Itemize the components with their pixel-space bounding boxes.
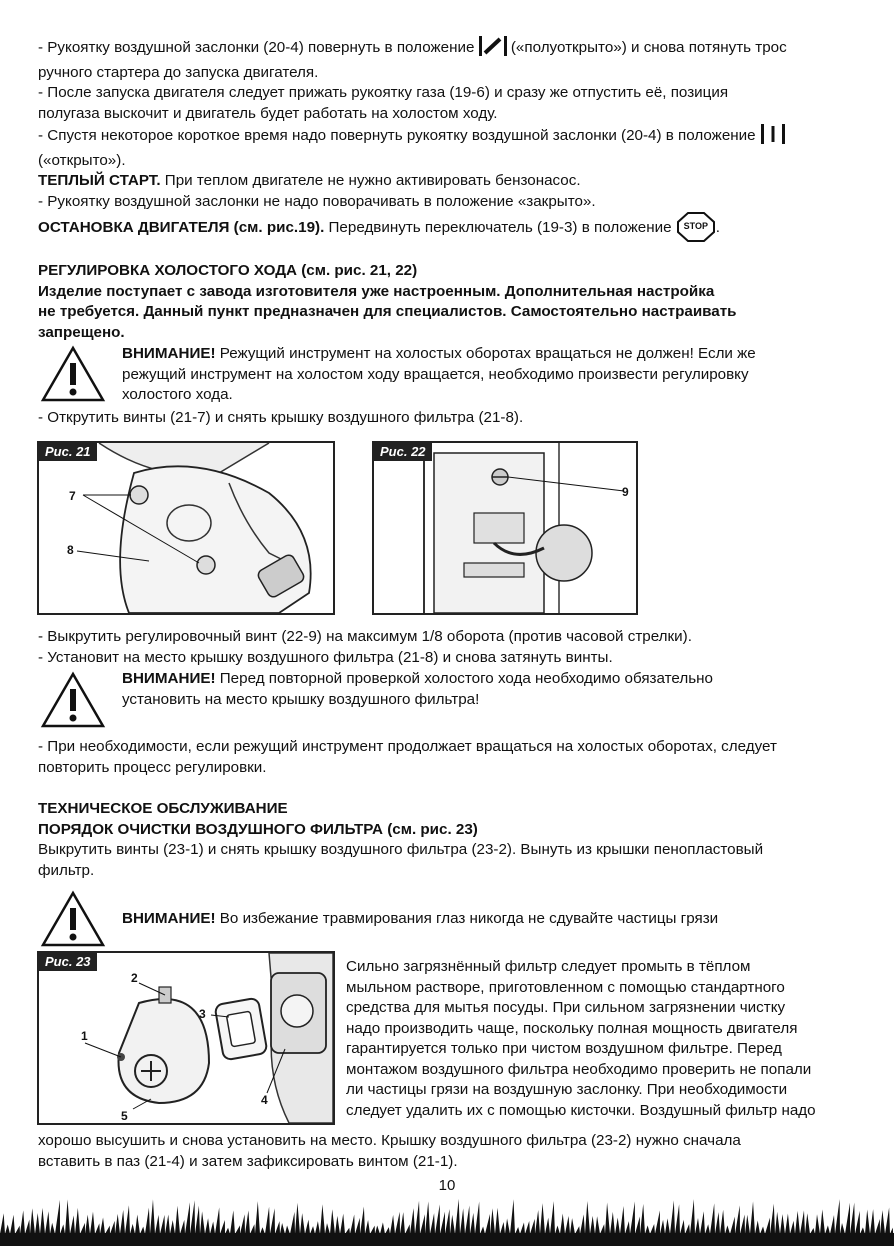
side-text-line: Сильно загрязнённый фильтр следует промыть в тёплом xyxy=(346,958,751,975)
stop-engine-line xyxy=(38,212,868,242)
warning-title: ВНИМАНИЕ! xyxy=(122,910,216,927)
side-text-line: ли частицы грязи на воздушную заслонку. При необходимости xyxy=(346,1081,788,1098)
warning-line: установить на место крышку воздушного фильтра! xyxy=(122,690,480,708)
open-choke-icon xyxy=(760,124,786,151)
idle-section xyxy=(38,261,868,343)
step-line: - Выкрутить регулировочный винт (22-9) на максимум 1/8 оборота (против часовой стрелки). xyxy=(38,628,692,645)
text: . xyxy=(715,219,721,236)
warning-line: холостого хода. xyxy=(122,386,233,403)
intro-line: («открыто»). xyxy=(38,151,126,169)
step-line: повторить процесс регулировки. xyxy=(38,758,267,776)
service-text-line: фильтр. xyxy=(38,861,95,879)
warning-icon xyxy=(40,671,106,736)
intro-line: ручного стартера до запуска двигателя. xyxy=(38,63,319,81)
stop-sign-label: STOP xyxy=(683,221,708,231)
figure-22 xyxy=(372,441,638,615)
warning-icon xyxy=(40,345,106,410)
steps-block xyxy=(38,737,868,778)
grass-decoration xyxy=(0,1193,894,1246)
warm-start-title: ТЕПЛЫЙ СТАРТ. xyxy=(38,172,161,189)
service-section xyxy=(38,799,868,881)
figure-label: Рис. 23 xyxy=(39,953,97,971)
figure-label: Рис. 21 xyxy=(39,443,97,461)
text: При теплом двигателе не нужно активировать бензонасос. xyxy=(160,172,581,189)
warning-title: ВНИМАНИЕ! xyxy=(122,345,216,362)
side-text-line: надо производить чаще, поскольку полная мощность двигателя xyxy=(346,1019,798,1037)
warning-line xyxy=(122,669,862,690)
callout-9: 9 xyxy=(622,485,629,499)
warning-line: режущий инструмент на холостом ходу вращается, необходимо произвести регулировку xyxy=(122,365,749,383)
text: Передвинуть переключатель (19-3) в положение xyxy=(324,219,672,236)
stop-sign-icon xyxy=(676,212,716,242)
intro-line: - Рукоятку воздушной заслонки не надо поворачивать в положение «закрыто». xyxy=(38,192,596,210)
half-open-choke-icon xyxy=(479,36,507,63)
service-text-line: Выкрутить винты (23-1) и снять крышку воздушного фильтра (23-2). Вынуть из крышки пенопластовый xyxy=(38,841,764,858)
step-line: - Открутить винты (21-7) и снять крышку воздушного фильтра (21-8). xyxy=(38,409,524,426)
figure-23 xyxy=(37,951,335,1125)
warning-line xyxy=(122,909,862,930)
step-line: - Установит на место крышку воздушного фильтра (21-8) и снова затянуть винты. xyxy=(38,648,613,666)
callout-1: 1 xyxy=(81,1029,88,1043)
side-text-line: средства для мытья посуды. При сильном загрязнении чистку xyxy=(346,999,786,1016)
service-text-line: хорошо высушить и снова установить на место. Крышку воздушного фильтра (23-2) нужно сначала xyxy=(38,1132,741,1149)
warning-title: ВНИМАНИЕ! xyxy=(122,670,216,687)
figure-label: Рис. 22 xyxy=(374,443,432,461)
intro-section xyxy=(38,36,868,242)
callout-7: 7 xyxy=(69,489,76,503)
warning-line xyxy=(122,344,862,365)
stop-engine-title: ОСТАНОВКА ДВИГАТЕЛЯ (см. рис.19). xyxy=(38,219,325,236)
side-text-line: монтажом воздушного фильтра необходимо проверить не попали xyxy=(346,1060,812,1078)
side-text-line: мыльном растворе, приготовленном с помощью стандартного xyxy=(346,978,785,996)
warning-icon xyxy=(40,890,106,955)
text: - Спустя некоторое короткое время надо повернуть рукоятку воздушной заслонки (20-4) в положение xyxy=(38,127,756,144)
warm-start-line xyxy=(38,171,868,192)
callout-4: 4 xyxy=(261,1093,268,1107)
step-line: - При необходимости, если режущий инструмент продолжает вращаться на холостых оборотах, следует xyxy=(38,738,777,755)
text: Во избежание травмирования глаз никогда не сдувайте частицы грязи xyxy=(215,910,719,927)
section-title: ТЕХНИЧЕСКОЕ ОБСЛУЖИВАНИЕ xyxy=(38,800,288,817)
note-line: запрещено. xyxy=(38,323,125,341)
steps-block xyxy=(38,627,868,668)
text: - Рукоятку воздушной заслонки (20-4) повернуть в положение xyxy=(38,39,475,56)
note-line: не требуется. Данный пункт предназначен для специалистов. Самостоятельно настраивать xyxy=(38,303,737,320)
service-text-line: вставить в паз (21-4) и затем зафиксировать винтом (21-1). xyxy=(38,1152,458,1170)
text: («полуоткрыто») и снова потянуть трос xyxy=(510,39,787,56)
service-tail xyxy=(38,1131,868,1172)
intro-line: полугаза выскочит и двигатель будет работать на холостом ходу. xyxy=(38,104,498,122)
warning-block xyxy=(122,909,862,930)
warning-block xyxy=(122,344,862,406)
side-text-block xyxy=(346,957,866,1121)
section-title: РЕГУЛИРОВКА ХОЛОСТОГО ХОДА (см. рис. 21, 22) xyxy=(38,262,418,279)
side-text-line: следует удалить их с помощью кисточки. Воздушный фильтр надо xyxy=(346,1101,816,1119)
page-number: 10 xyxy=(438,1177,456,1194)
text: Режущий инструмент на холостых оборотах вращаться не должен! Если же xyxy=(215,345,756,362)
text: Перед повторной проверкой холостого хода необходимо обязательно xyxy=(215,670,713,687)
callout-5: 5 xyxy=(121,1109,128,1123)
side-text-line: гарантируется только при чистом воздушном фильтре. Перед xyxy=(346,1040,782,1057)
note-line: Изделие поступает с завода изготовителя уже настроенным. Дополнительная настройка xyxy=(38,282,715,300)
warning-block xyxy=(122,669,862,710)
intro-line: - После запуска двигателя следует прижать рукоятку газа (19-6) и сразу же отпустить её, позиция xyxy=(38,84,729,101)
section-title: ПОРЯДОК ОЧИСТКИ ВОЗДУШНОГО ФИЛЬТРА (см. рис. 23) xyxy=(38,820,478,838)
figure-21 xyxy=(37,441,335,615)
intro-line xyxy=(38,36,868,63)
intro-line xyxy=(38,124,868,151)
callout-8: 8 xyxy=(67,543,74,557)
callout-3: 3 xyxy=(199,1007,206,1021)
callout-2: 2 xyxy=(131,971,138,985)
